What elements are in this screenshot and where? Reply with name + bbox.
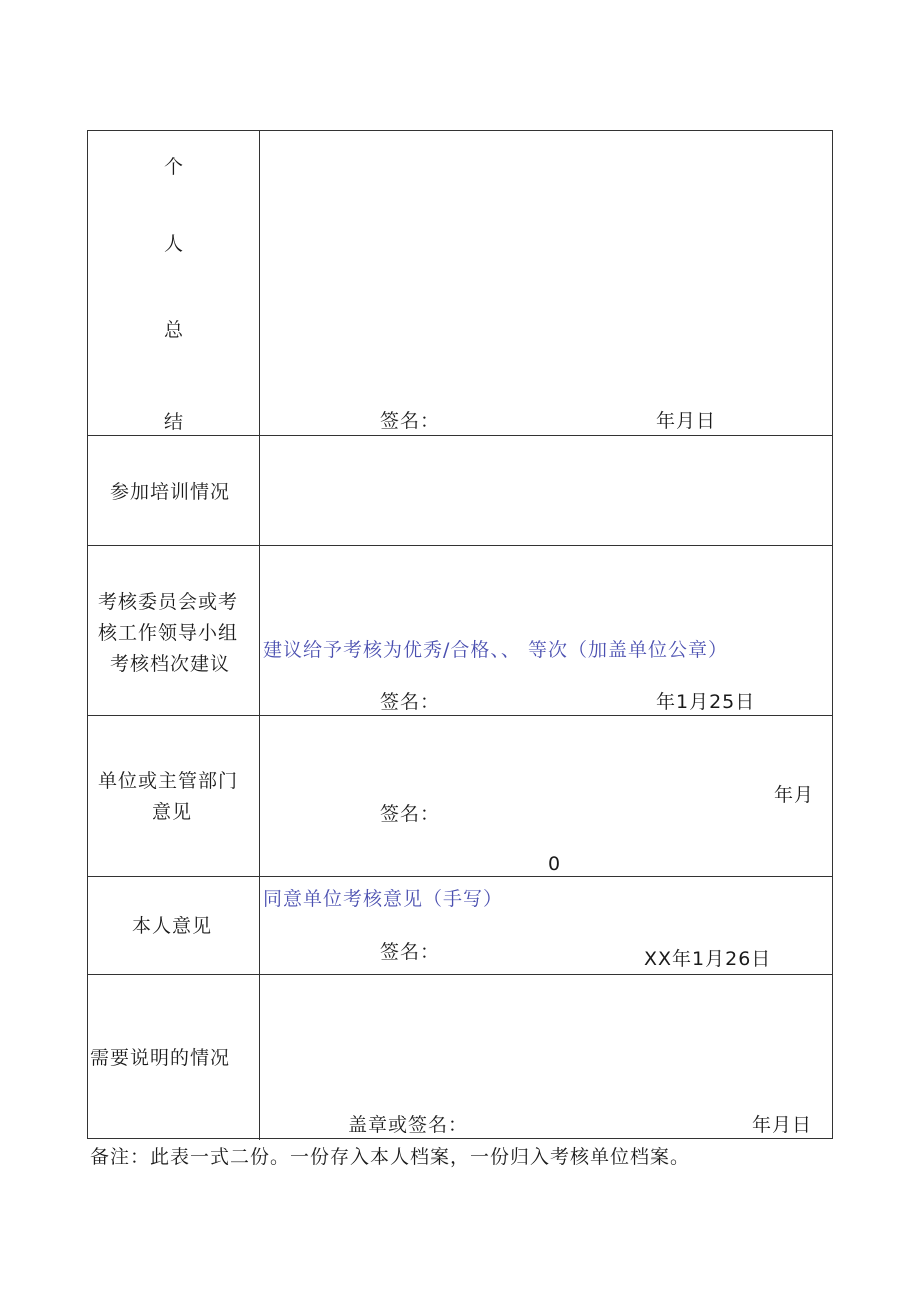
label-char: 个 <box>164 156 185 178</box>
opinion-text: 同意单位考核意见（手写） <box>263 888 504 910</box>
row-personal-summary <box>88 131 832 436</box>
label-training <box>88 436 260 545</box>
label-text: 参加培训情况 <box>110 481 231 503</box>
sign-label: 签名： <box>380 691 441 713</box>
suggestion-text: 建议给予考核为优秀/合格、、 等次（加盖单位公章） <box>263 639 728 661</box>
sign-label: 签名： <box>380 803 441 825</box>
label-text: 需要说明的情况 <box>90 1047 231 1069</box>
label-notes <box>88 975 260 1140</box>
notes-field[interactable] <box>260 975 832 1140</box>
footer-note: 备注：此表一式二份。一份存入本人档案，一份归入考核单位档案。 <box>90 1146 691 1168</box>
row-unit-opinion <box>88 716 832 877</box>
row-committee-suggestion <box>88 546 832 716</box>
label-char: 结 <box>164 411 185 433</box>
label-line: 意见 <box>152 801 193 823</box>
label-line: 单位或主管部门 <box>98 770 239 792</box>
date-text: XX年1月26日 <box>644 948 772 970</box>
training-field[interactable] <box>260 436 832 545</box>
row-notes <box>88 975 832 1140</box>
self-field[interactable] <box>260 877 832 974</box>
summary-field[interactable] <box>260 131 832 435</box>
unit-field[interactable] <box>260 716 832 876</box>
label-char: 总 <box>164 319 185 341</box>
sign-label: 签名： <box>380 941 441 963</box>
mark-text: 0 <box>548 853 562 875</box>
label-line: 核工作领导小组 <box>98 622 239 644</box>
date-text: 年月日 <box>656 410 717 432</box>
label-committee <box>88 546 260 715</box>
label-line: 考核档次建议 <box>110 653 231 675</box>
row-self-opinion <box>88 877 832 975</box>
committee-field[interactable] <box>260 546 832 715</box>
assessment-form-table <box>87 130 833 1139</box>
sign-label: 签名： <box>380 410 441 432</box>
label-line: 考核委员会或考 <box>98 591 239 613</box>
label-text: 本人意见 <box>132 915 213 937</box>
sign-label: 盖章或签名： <box>348 1114 469 1136</box>
label-unit <box>88 716 260 876</box>
label-char: 人 <box>164 233 185 255</box>
date-text: 年月日 <box>752 1114 813 1136</box>
row-training <box>88 436 832 546</box>
date-text: 年1月25日 <box>656 691 756 713</box>
date-text: 年月 <box>774 784 815 806</box>
label-self <box>88 877 260 974</box>
label-personal-summary <box>88 131 260 435</box>
